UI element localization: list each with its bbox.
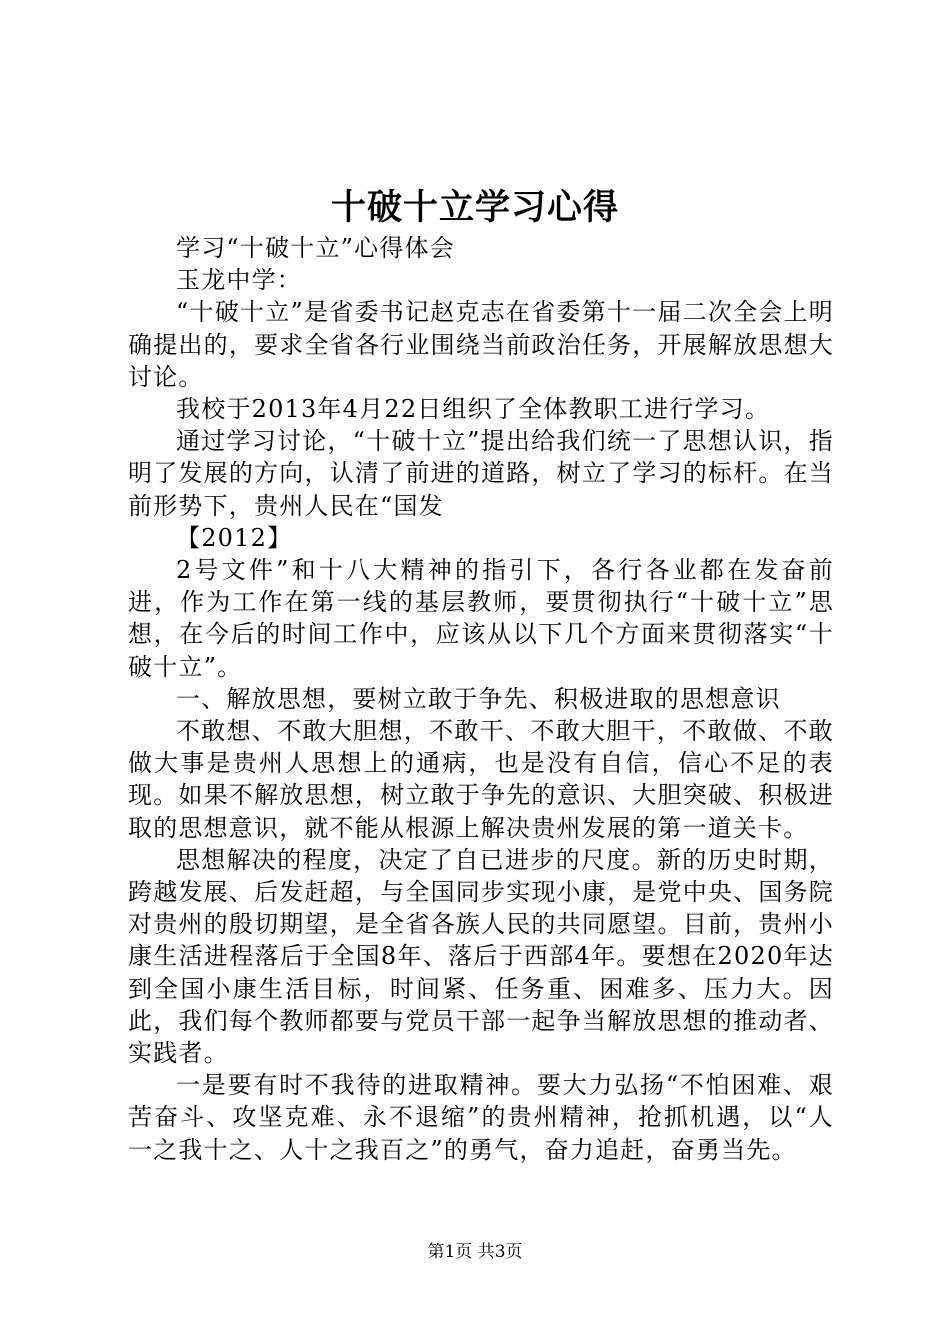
paragraph-school: 玉龙中学： bbox=[176, 266, 302, 295]
paragraph: 一是要有时不我待的进取精神。要大力弘扬“不怕困难、艰苦奋斗、攻坚克难、永不退缩”的贵州精神，抢抓机遇，以“人一之我十之、人十之我百之”的勇气，奋力追赶，奋勇当先。 bbox=[128, 1071, 834, 1164]
document-body bbox=[128, 232, 834, 1166]
paragraph: 【2012】 bbox=[176, 523, 293, 552]
page-number: 第1页 共3页 bbox=[427, 1242, 523, 1262]
section-heading: 一、解放思想，要树立敢于争先、积极进取的思想意识 bbox=[176, 684, 781, 713]
paragraph: “十破十立”是省委书记赵克志在省委第十一届二次全会上明确提出的，要求全省各行业围绕当前政治任务，开展解放思想大讨论。 bbox=[128, 298, 834, 391]
paragraph: 我校于2013年4月22日组织了全体教职工进行学习。 bbox=[176, 395, 771, 424]
paragraph: 2号文件”和十八大精神的指引下，各行各业都在发奋前进，作为工作在第一线的基层教师，要贯彻执行“十破十立”思想，在今后的时间工作中，应该从以下几个方面来贯彻落实“十破十立”。 bbox=[128, 556, 834, 681]
paragraph: 通过学习讨论，“十破十立”提出给我们统一了思想认识，指明了发展的方向，认清了前进的道路，树立了学习的标杆。在当前形势下，贵州人民在“国发 bbox=[128, 427, 834, 520]
paragraph: 思想解决的程度，决定了自已进步的尺度。新的历史时期，跨越发展、后发赶超，与全国同步实现小康，是党中央、国务院对贵州的殷切期望，是全省各族人民的共同愿望。目前，贵州小康生活进程落后于全国8年、落后于西部4年。要想在2020年达到全国小康生活目标，时间紧、任务重、困难多、压力大。因此，我们每个教师都要与党员干部一起争当解放思想的推动者、实践者。 bbox=[128, 845, 834, 1068]
paragraph-subtitle: 学习“十破十立”心得体会 bbox=[176, 234, 455, 262]
document-title: 十破十立学习心得 bbox=[330, 187, 619, 228]
paragraph: 不敢想、不敢大胆想，不敢干、不敢大胆干，不敢做、不敢做大事是贵州人思想上的通病，也是没有自信，信心不足的表现。如果不解放思想，树立敢于争先的意识、大胆突破、积极进取的思想意识，就不能从根源上解决贵州发展的第一道关卡。 bbox=[128, 717, 834, 842]
